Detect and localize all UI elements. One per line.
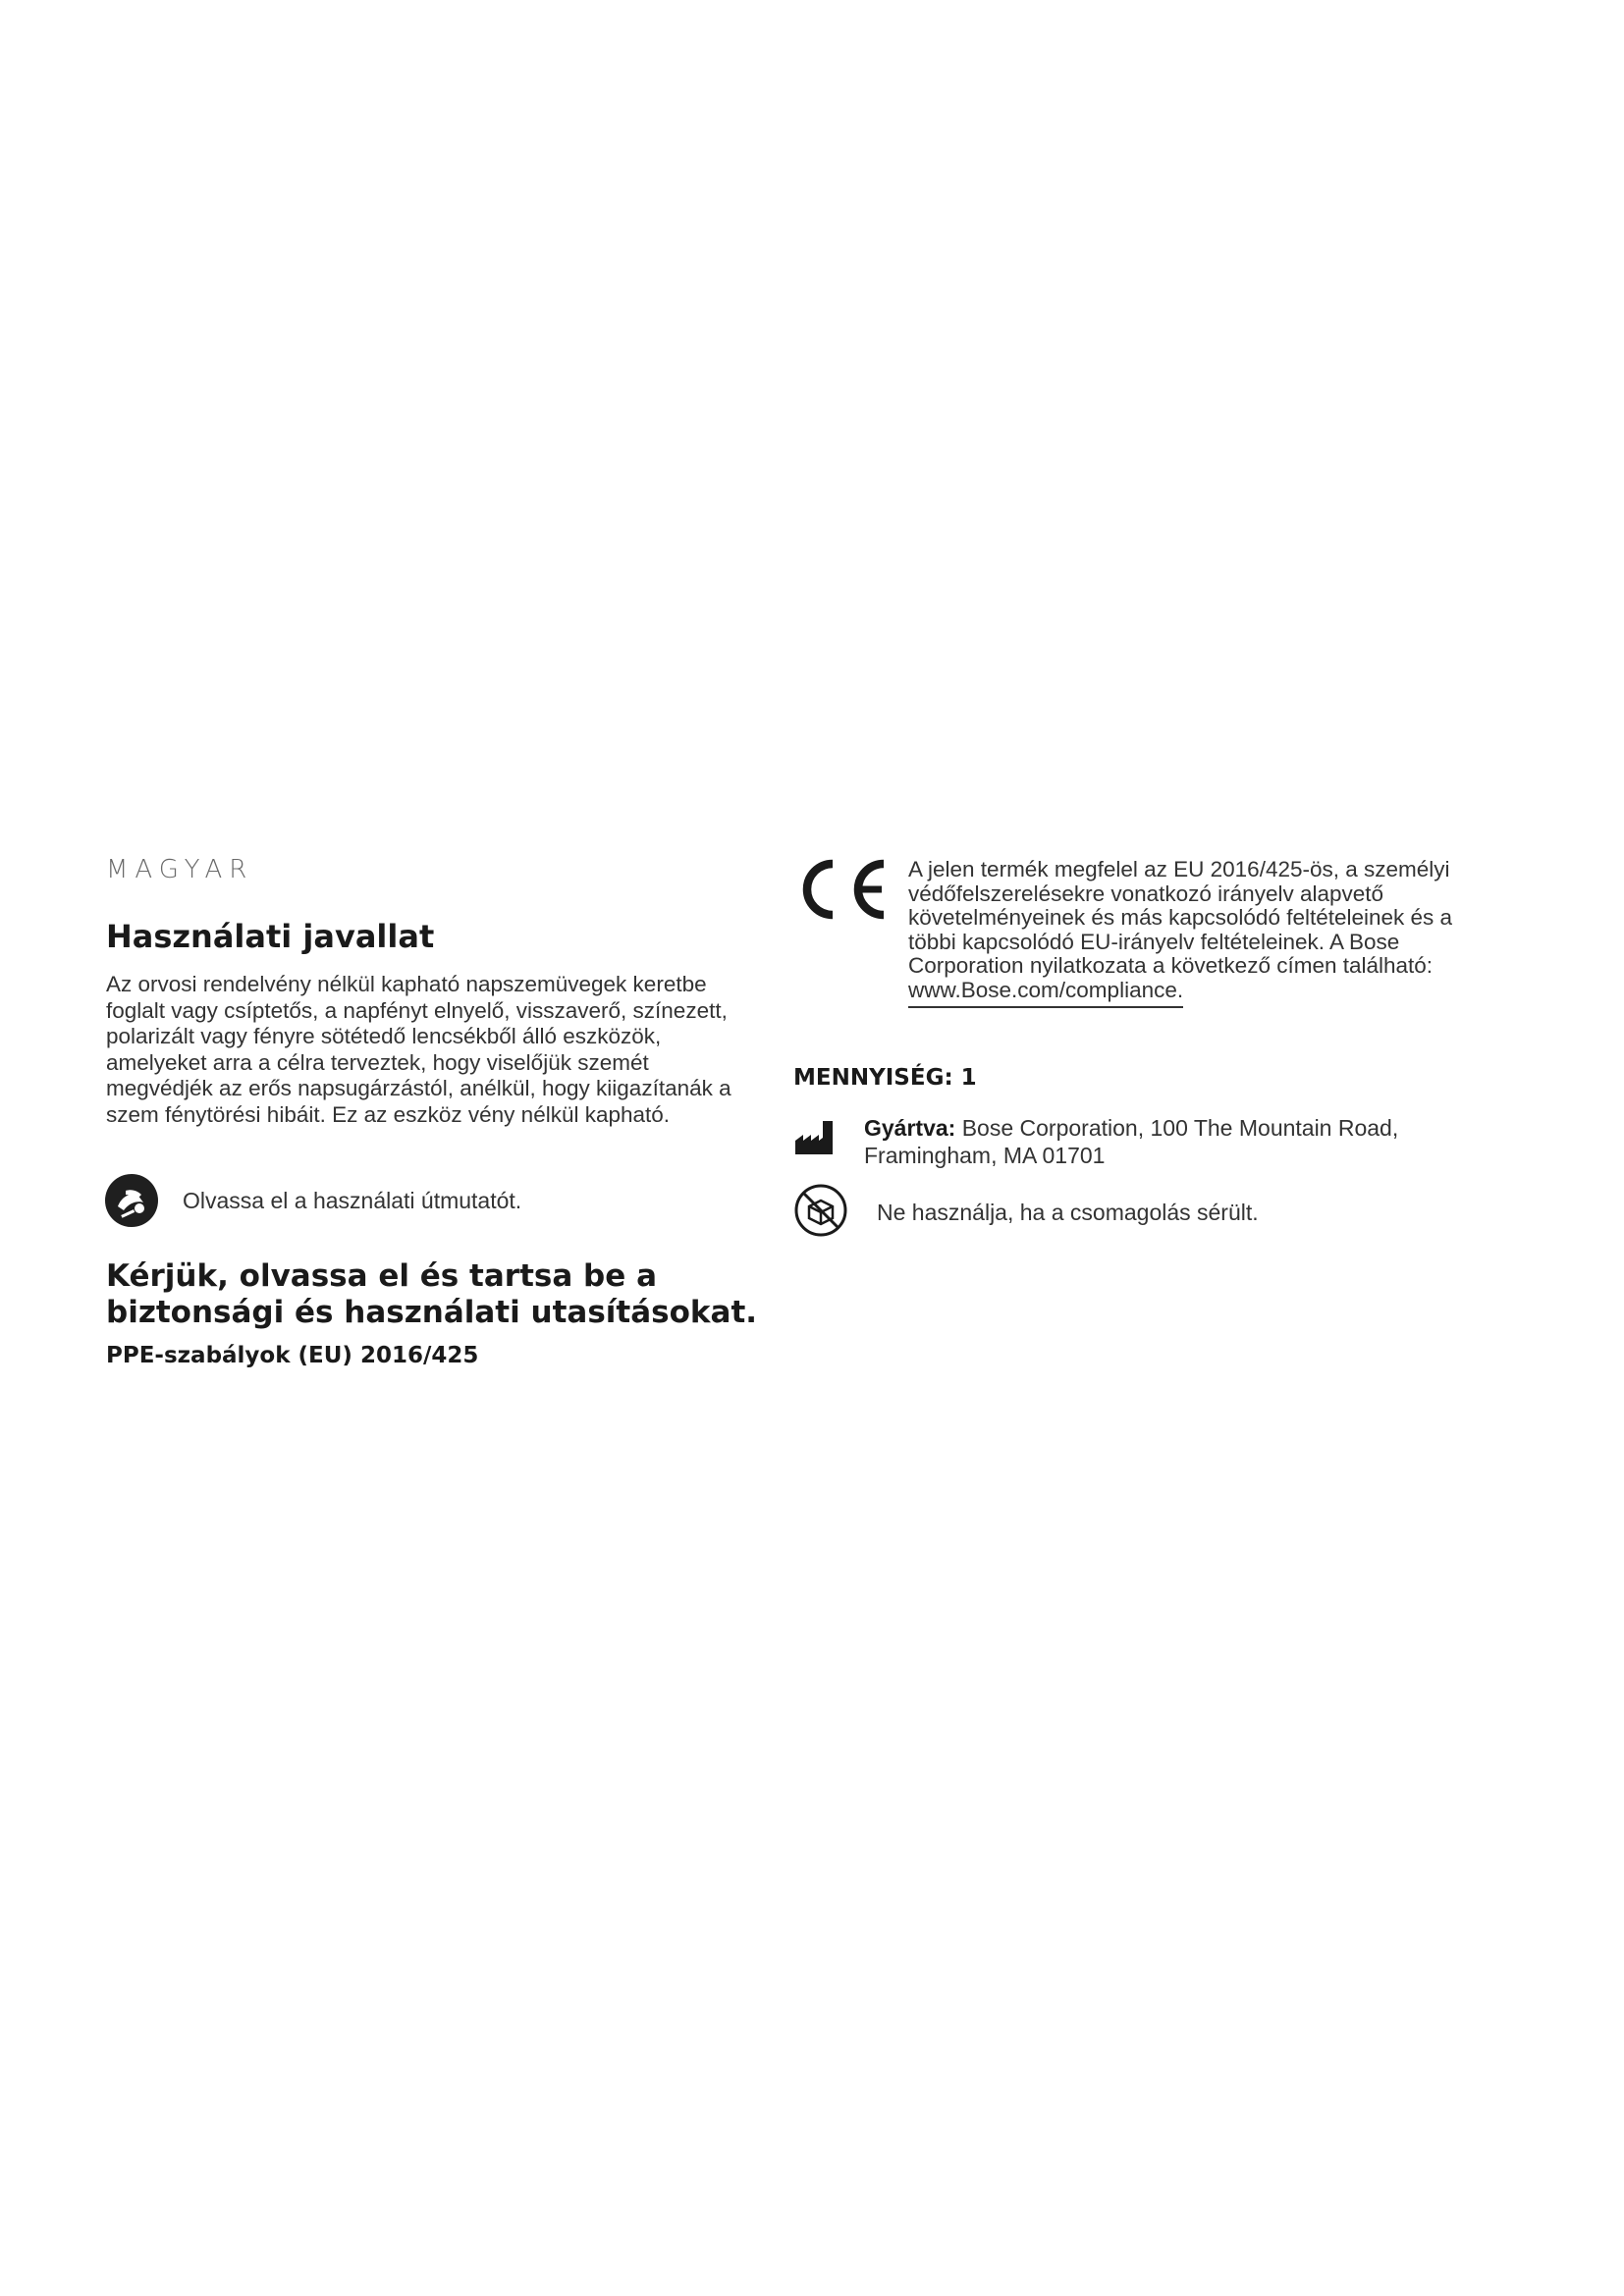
manufacturer-icon <box>795 1121 833 1154</box>
read-instructions-label: Olvassa el a használati útmutatót. <box>183 1188 522 1213</box>
do-not-use-if-damaged-icon <box>793 1183 848 1238</box>
safety-heading: Kérjük, olvassa el és tartsa be a biztonsági és használati utasításokat. <box>106 1258 758 1330</box>
read-manual-icon <box>104 1173 159 1228</box>
intended-use-text: Az orvosi rendelvény nélkül kapható napszemüvegek keretbe foglalt vagy csíptetős, a napfényt elnyelő, visszaverő, színezett, polarizált vagy fényre sötétedő lencsékből álló eszközök, amelyeket arra a célra terveztek, hogy viselőjük szemét megvédjék az erős napsugárzástól, anélkül, hogy kiigazítanák a szem fénytörési hibáit. Ez az eszköz vény nélkül kapható. <box>106 972 731 1127</box>
manufacturer-address: Bose Corporation, 100 The Mountain Road, Framingham, MA 01701 <box>864 1115 1399 1168</box>
language-label: MAGYAR <box>106 855 254 884</box>
damaged-package-text: Ne használja, ha a csomagolás sérült. <box>877 1200 1259 1225</box>
manufacturer-info <box>864 1114 1473 1169</box>
manufacturer-label: Gyártva: <box>864 1115 956 1141</box>
quantity-label: MENNYISÉG: 1 <box>793 1065 977 1091</box>
compliance-link[interactable]: www.Bose.com/compliance. <box>908 978 1183 1008</box>
ppe-regulation: PPE-szabályok (EU) 2016/425 <box>106 1343 479 1368</box>
ce-declaration <box>908 858 1488 1002</box>
section-heading: Használati javallat <box>106 918 435 955</box>
ce-mark-icon <box>793 856 892 923</box>
ce-declaration-text: A jelen termék megfelel az EU 2016/425-ös, a személyi védőfelszerelésekre vonatkozó irányelv alapvető követelményeinek és más kapcsolódó feltételeinek és a többi kapcsolódó EU-irányelv feltételeinek. A Bose Corporation nyilatkozata a következő címen található: <box>908 857 1453 978</box>
